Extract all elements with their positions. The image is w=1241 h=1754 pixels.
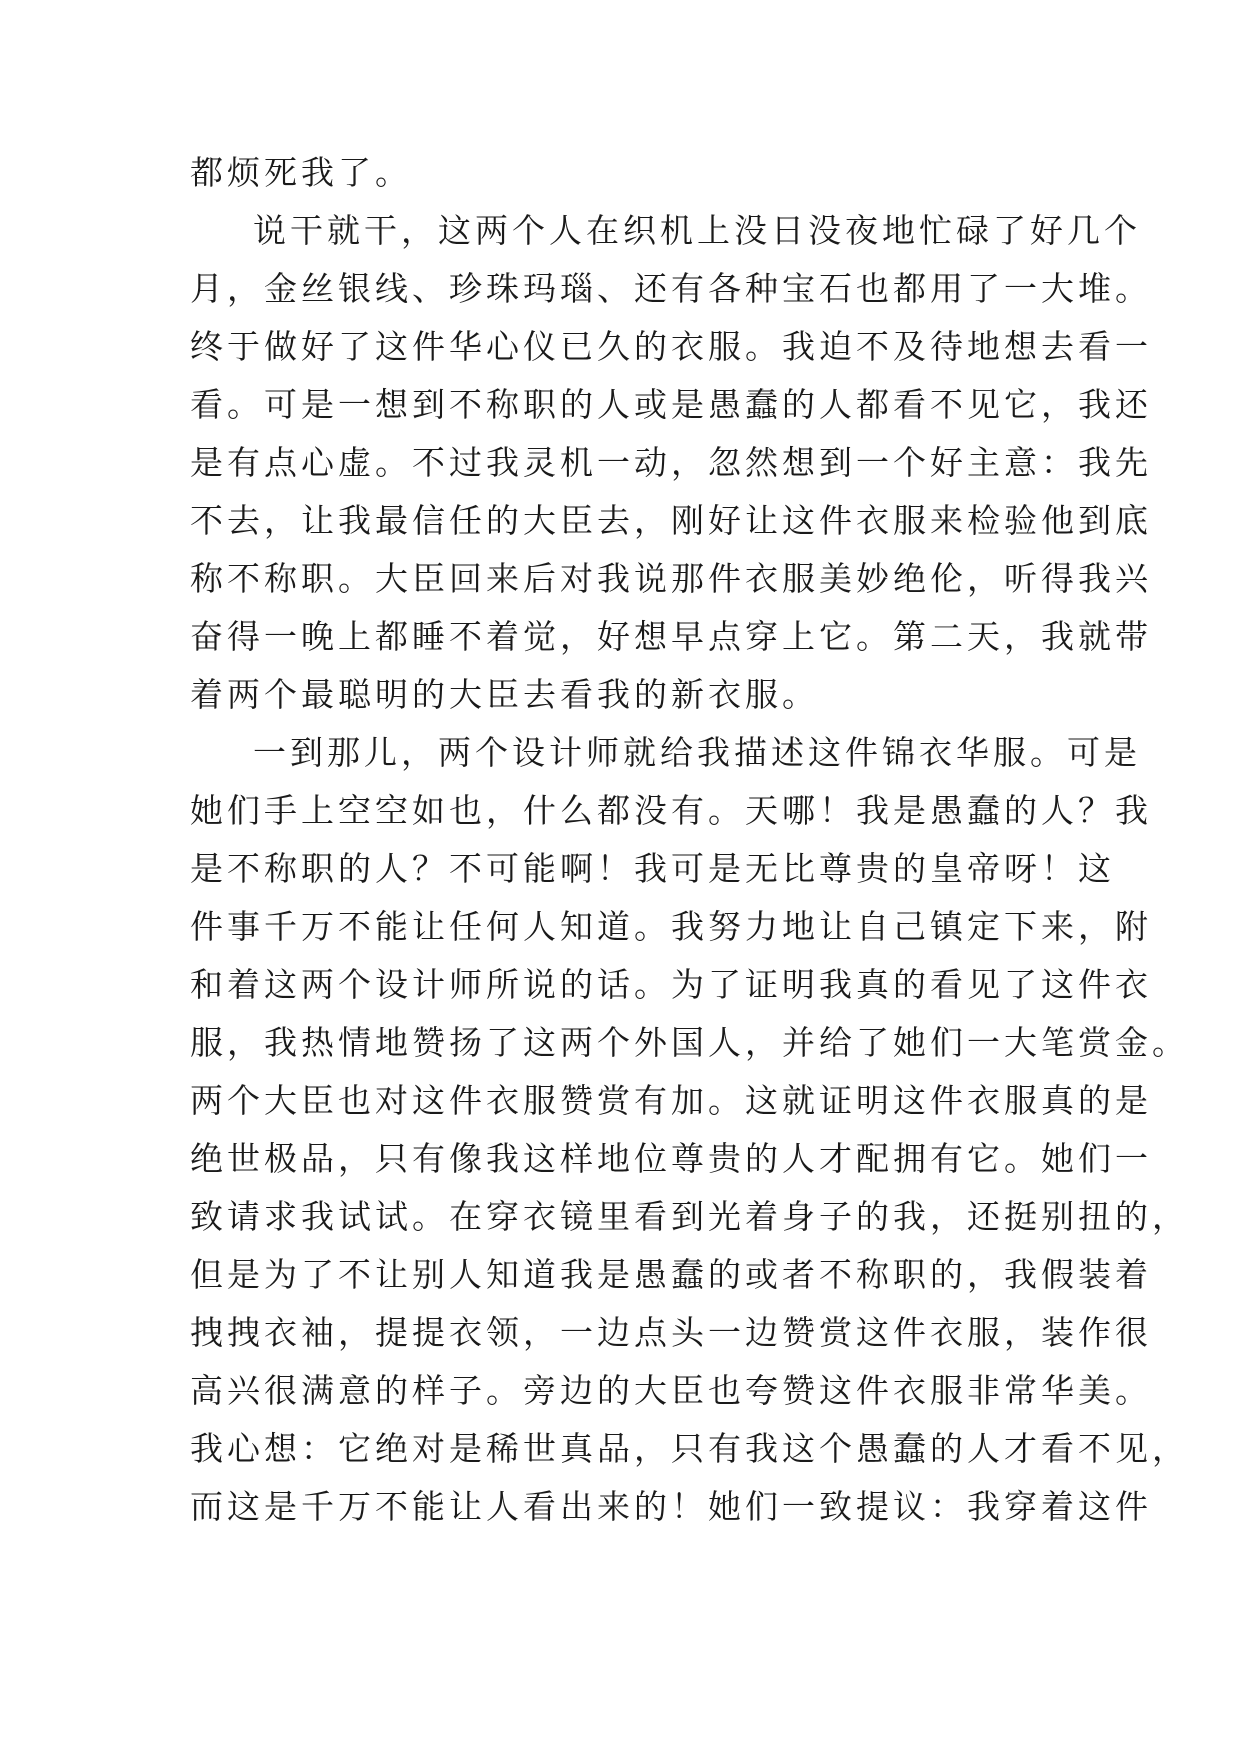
text-line: 两个大臣也对这件衣服赞赏有加。这就证明这件衣服真的是 (190, 1081, 1152, 1120)
text-line: 奋得一晚上都睡不着觉，好想早点穿上它。第二天，我就带 (190, 617, 1152, 656)
text-line: 而这是千万不能让人看出来的！她们一致提议：我穿着这件 (190, 1487, 1152, 1526)
text-line: 和着这两个设计师所说的话。为了证明我真的看见了这件衣 (190, 965, 1152, 1004)
text-line: 致请求我试试。在穿衣镜里看到光着身子的我，还挺别扭的， (190, 1197, 1189, 1236)
text-line: 她们手上空空如也，什么都没有。天哪！我是愚蠢的人？我 (190, 791, 1152, 830)
text-line: 拽拽衣袖，提提衣领，一边点头一边赞赏这件衣服，装作很 (190, 1313, 1152, 1352)
text-line: 都烦死我了。 (190, 153, 412, 192)
text-line: 是有点心虚。不过我灵机一动，忽然想到一个好主意：我先 (190, 443, 1152, 482)
text-line: 月，金丝银线、珍珠玛瑙、还有各种宝石也都用了一大堆。 (190, 269, 1152, 308)
text-line: 是不称职的人？不可能啊！我可是无比尊贵的皇帝呀！这 (190, 849, 1115, 888)
text-line: 我心想：它绝对是稀世真品，只有我这个愚蠢的人才看不见， (190, 1429, 1189, 1468)
text-line: 件事千万不能让任何人知道。我努力地让自己镇定下来，附 (190, 907, 1152, 946)
text-line: 称不称职。大臣回来后对我说那件衣服美妙绝伦，听得我兴 (190, 559, 1152, 598)
text-line: 绝世极品，只有像我这样地位尊贵的人才配拥有它。她们一 (190, 1139, 1152, 1178)
text-line: 终于做好了这件华心仪已久的衣服。我迫不及待地想去看一 (190, 327, 1152, 366)
text-line: 高兴很满意的样子。旁边的大臣也夸赞这件衣服非常华美。 (190, 1371, 1152, 1410)
text-line: 着两个最聪明的大臣去看我的新衣服。 (190, 675, 819, 714)
text-line: 看。可是一想到不称职的人或是愚蠢的人都看不见它，我还 (190, 385, 1152, 424)
text-line: 服，我热情地赞扬了这两个外国人，并给了她们一大笔赏金。 (190, 1023, 1189, 1062)
text-line: 但是为了不让别人知道我是愚蠢的或者不称职的，我假装着 (190, 1255, 1152, 1294)
paragraph-first-line: 说干就干，这两个人在织机上没日没夜地忙碌了好几个 (253, 211, 1141, 250)
paragraph-first-line: 一到那儿，两个设计师就给我描述这件锦衣华服。可是 (253, 733, 1141, 772)
text-line: 不去，让我最信任的大臣去，刚好让这件衣服来检验他到底 (190, 501, 1152, 540)
